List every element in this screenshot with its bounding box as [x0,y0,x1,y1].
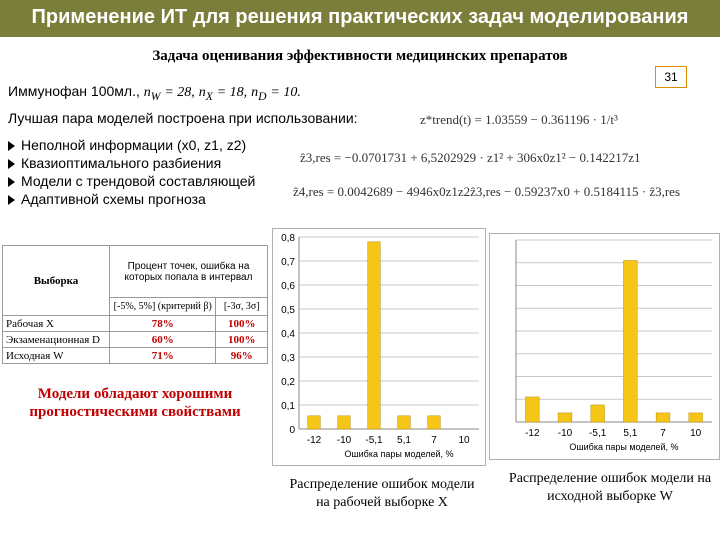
x-tick-label: -10 [336,435,352,446]
arrow-bullet-icon [8,159,15,169]
x-tick-label: -5,1 [589,428,607,439]
list-item: Квазиоптимального разбиения [8,155,255,173]
slide-subtitle: Задача оценивания эффективности медицинских препаратов [152,48,568,64]
bar [591,405,605,422]
table-subheader-beta: [-5%, 5%] (критерий β) [110,298,216,316]
bar [308,416,321,429]
table-row: Рабочая X 78% 100% [3,316,268,332]
list-item: Адаптивной схемы прогноза [8,191,255,209]
x-tick-label: -12 [525,428,540,439]
bar [398,416,411,429]
formula-z3: ẑ3,res = −0.0701731 + 6,5202929 · z1² + 306x0z1² − 0.142217z1 [300,150,641,165]
param-nx-value: = 18, [216,85,248,100]
formula-z4: ẑ4,res = 0.0042689 − 4946x0z1z2ẑ3,res − 0.59237x0 + 0.5184115 · ẑ3,res [293,184,680,199]
y-tick-label: 0,5 [281,305,295,316]
formula-trend: z*trend(t) = 1.03559 − 0.361196 · 1/t³ [420,112,618,127]
y-tick-label: 0,2 [281,377,295,388]
arrow-bullet-icon [8,177,15,187]
x-axis-label: Ошибка пары моделей, % [344,449,454,459]
y-tick-label: 0,6 [281,281,295,292]
x-tick-label: 5,1 [397,435,411,446]
intro-line [8,83,301,103]
x-axis-label: Ошибка пары моделей, % [569,442,679,452]
bar [428,416,441,429]
x-tick-label: 7 [660,428,666,439]
x-tick-label: -12 [306,435,322,446]
results-table [2,245,268,364]
arrow-bullet-icon [8,195,15,205]
table-row: Исходная W 71% 96% [3,348,268,364]
param-nw: $n_W$ [143,85,161,103]
list-item: Модели с трендовой составляющей [8,173,255,191]
bar [689,413,703,422]
y-tick-label: 0,3 [281,353,295,364]
table-subheader-sigma: [-3σ, 3σ] [216,298,268,316]
table-row: Экзаменационная D 60% 100% [3,332,268,348]
table-header-percent: Процент точек, ошибка на которых попала в интервал [110,246,268,298]
results-table-wrap [2,245,268,362]
x-tick-label: 7 [431,435,437,446]
arrow-bullet-icon [8,141,15,151]
chart-left-frame [272,228,486,466]
chart-right [490,234,719,459]
x-tick-label: -5,1 [365,435,383,446]
y-tick-label: 0,8 [281,233,295,244]
y-tick-label: 0,1 [281,401,295,412]
chart-right-frame [489,233,720,460]
y-tick-label: 0,7 [281,257,295,268]
bar [623,260,637,422]
param-nw-value: = 28, [164,85,195,100]
bar [338,416,351,429]
bar [525,397,539,422]
x-tick-label: -10 [557,428,573,439]
table-header-sample: Выборка [3,246,110,316]
param-nd-value: = 10. [270,85,301,100]
caption-right: Распределение ошибок модели на исходной выборке W [508,471,712,504]
bar [368,242,381,429]
page-title: Применение ИТ для решения практических задач моделирования [31,6,689,28]
x-tick-label: 5,1 [623,428,638,439]
y-tick-label: 0 [289,425,295,436]
param-nd: $n_D$ [251,85,267,103]
drug-name: Иммунофан 100мл., [8,83,140,99]
y-tick-label: 0,4 [281,329,295,340]
caption-left: Распределение ошибок модели на рабочей выборке X [289,477,475,510]
x-tick-label: 10 [458,435,470,446]
param-nx: $n_X$ [198,85,213,103]
list-item: Неполной информации (x0, z1, z2) [8,137,255,155]
x-tick-label: 10 [690,428,702,439]
chart-left [273,229,485,465]
slide-number: 31 [655,66,687,88]
conclusion-text: Модели обладают хорошими прогностическими свойствами [29,386,241,420]
best-pair-line: Лучшая пара моделей построена при использовании: [8,110,358,126]
bar [656,413,670,422]
bullet-list [8,137,255,209]
bar [558,413,572,422]
